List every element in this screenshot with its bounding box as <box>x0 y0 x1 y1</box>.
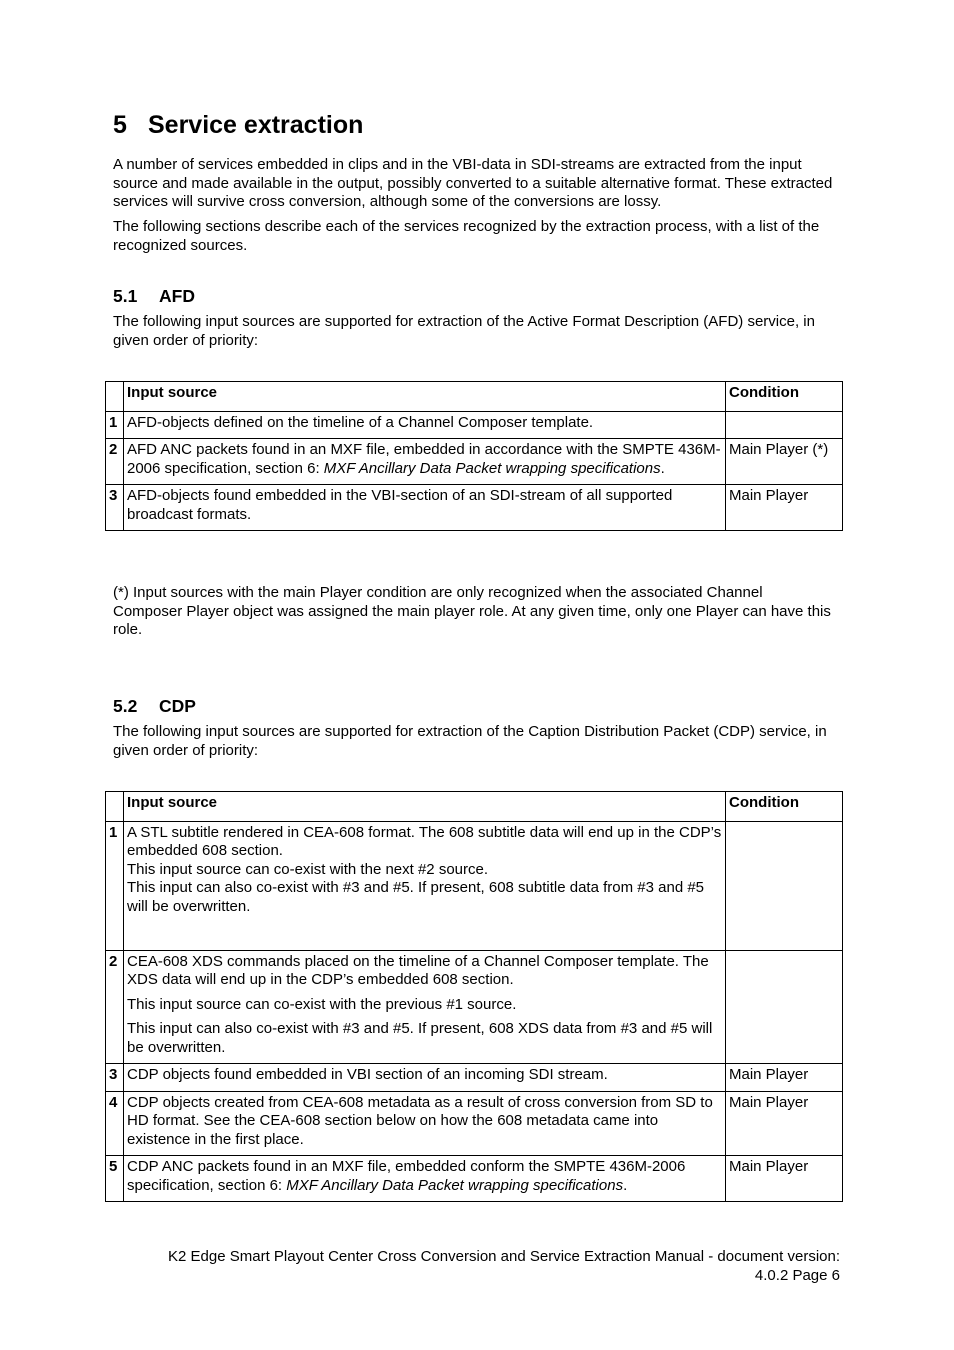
row-condition: Main Player <box>726 485 843 531</box>
row-text-line: This input can also co-exist with #3 and #5. If present, 608 subtitle data from #3 and #5 will be overwritten. <box>127 879 705 915</box>
table-row <box>106 1091 843 1156</box>
cdp-intro-paragraph: The following input sources are supported for extraction of the Caption Distribution Packet (CDP) service, in given order of priority: <box>113 723 827 759</box>
table-row <box>106 411 843 439</box>
row-spec-title: MXF Ancillary Data Packet wrapping specifications <box>323 459 661 477</box>
row-input-source: AFD-objects defined on the timeline of a Channel Composer template. <box>124 411 726 439</box>
row-index: 1 <box>106 411 124 439</box>
row-index: 1 <box>106 821 124 950</box>
row-index: 3 <box>106 1064 124 1092</box>
table-header-condition: Condition <box>726 382 843 412</box>
row-index: 5 <box>106 1156 124 1202</box>
row-condition <box>726 821 843 950</box>
section-number: 5 <box>113 111 127 139</box>
cdp-section-title: CDP <box>159 696 196 716</box>
row-condition <box>726 950 843 1064</box>
table-header-input-source: Input source <box>124 382 726 412</box>
table-header-index <box>106 382 124 412</box>
row-condition <box>726 411 843 439</box>
afd-input-source-table <box>105 381 843 531</box>
row-text-line: This input source can co-exist with the next #2 source. <box>127 860 489 878</box>
row-input-source <box>124 439 726 485</box>
table-row <box>106 1156 843 1202</box>
afd-heading <box>113 286 195 307</box>
afd-footnote: (*) Input sources with the main Player condition are only recognized when the associated Channel Composer Player object was assigned the main player role. At any given time, only one Player can have this role. <box>113 584 831 638</box>
row-text-paragraph: CEA-608 XDS commands placed on the timeline of a Channel Composer template. The XDS data will end up in the CDP’s embedded 608 section. <box>127 952 709 988</box>
afd-section-title: AFD <box>159 286 195 306</box>
row-condition: Main Player <box>726 1064 843 1092</box>
row-condition: Main Player (*) <box>726 439 843 485</box>
row-input-source <box>124 821 726 950</box>
row-text-end: . <box>660 459 665 477</box>
row-text-part: CDP ANC packets found in an MXF file, embedded conform the SMPTE 436M-2006 specification, section 6: <box>127 1158 686 1194</box>
afd-section-number: 5.1 <box>113 286 138 306</box>
row-index: 2 <box>106 439 124 485</box>
table-row <box>106 439 843 485</box>
table-header-row <box>106 792 843 822</box>
row-text-part: AFD ANC packets found in an MXF file, embedded in accordance with the SMPTE 436M-2006 specification, section 6: <box>127 441 721 477</box>
afd-intro-paragraph: The following input sources are supported for extraction of the Active Format Description (AFD) service, in given order of priority: <box>113 313 815 349</box>
cdp-input-source-table <box>105 791 843 1202</box>
row-text-line: A STL subtitle rendered in CEA-608 format. The 608 subtitle data will end up in the CDP’s embedded 608 section. <box>127 823 722 859</box>
table-header-row <box>106 382 843 412</box>
section-heading <box>113 111 363 140</box>
row-input-source: AFD-objects found embedded in the VBI-section of an SDI-stream of all supported broadcast formats. <box>124 485 726 531</box>
table-row <box>106 1064 843 1092</box>
table-header-input-source: Input source <box>124 792 726 822</box>
row-index: 3 <box>106 485 124 531</box>
cdp-heading <box>113 696 196 717</box>
row-input-source: CDP objects created from CEA-608 metadata as a result of cross conversion from SD to HD format. See the CEA-608 section below on how the 608 metadata came into existence in the first place. <box>124 1091 726 1156</box>
footer-version-page: 4.0.2 Page 6 <box>754 1266 840 1284</box>
section-title: Service extraction <box>148 111 364 139</box>
row-index: 2 <box>106 950 124 1064</box>
row-input-source: CDP objects found embedded in VBI section of an incoming SDI stream. <box>124 1064 726 1092</box>
row-text-paragraph: This input can also co-exist with #3 and #5. If present, 608 XDS data from #3 and #5 will be overwritten. <box>127 1020 713 1056</box>
row-spec-title: MXF Ancillary Data Packet wrapping specifications <box>286 1176 624 1194</box>
table-header-condition: Condition <box>726 792 843 822</box>
row-input-source <box>124 1156 726 1202</box>
row-index: 4 <box>106 1091 124 1156</box>
section-intro-paragraph-2: The following sections describe each of the services recognized by the extraction process, with a list of the recognized sources. <box>113 218 820 254</box>
row-condition: Main Player <box>726 1156 843 1202</box>
footer-document-title: K2 Edge Smart Playout Center Cross Conversion and Service Extraction Manual - document version: <box>168 1248 840 1265</box>
table-row <box>106 821 843 950</box>
table-header-index <box>106 792 124 822</box>
page-footer <box>80 1248 840 1285</box>
row-condition: Main Player <box>726 1091 843 1156</box>
row-text-paragraph: This input source can co-exist with the previous #1 source. <box>127 995 517 1013</box>
table-row <box>106 950 843 1064</box>
cdp-section-number: 5.2 <box>113 696 138 716</box>
row-input-source <box>124 950 726 1064</box>
row-text-end: . <box>623 1176 628 1194</box>
table-row <box>106 485 843 531</box>
section-intro-paragraph-1: A number of services embedded in clips and in the VBI-data in SDI-streams are extracted from the input source and made available in the output, possibly converted to a suitable alternative format. These extracted services will survive cross conversion, although some of the conversions are lossy. <box>113 156 833 210</box>
